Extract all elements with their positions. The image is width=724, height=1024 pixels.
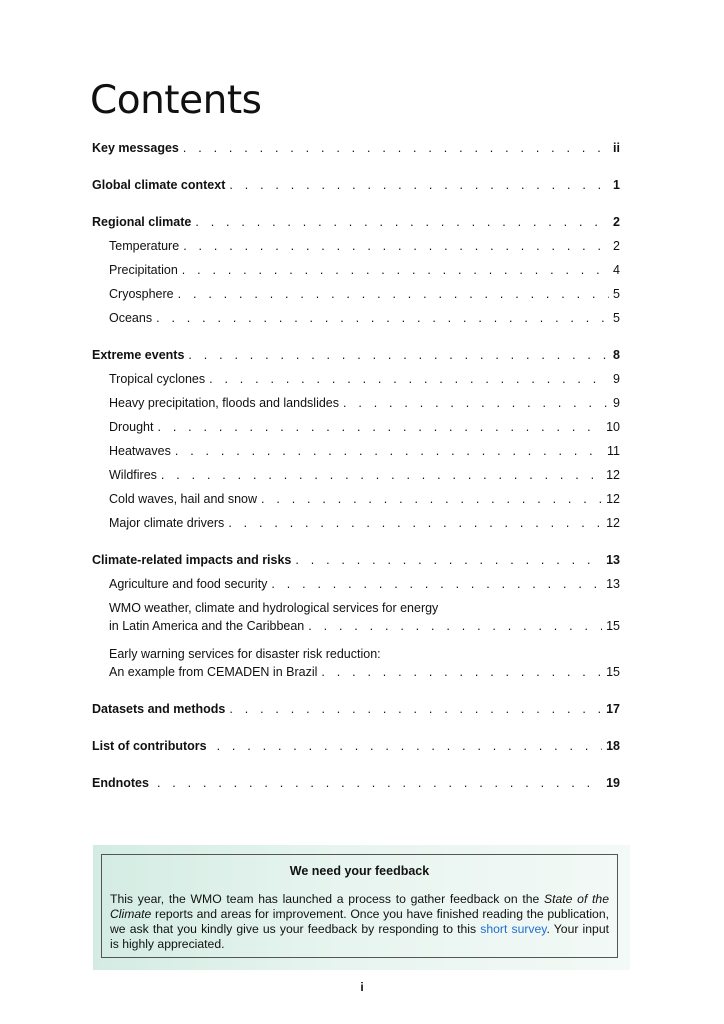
toc-page: 4 xyxy=(613,263,620,277)
toc-item-global-climate-context[interactable] xyxy=(92,177,620,193)
toc-page: 13 xyxy=(606,553,620,567)
toc-page: 12 xyxy=(606,516,620,530)
feedback-text-part1: This year, the WMO team has launched a process to gather feedback on the xyxy=(110,892,544,906)
toc-page: 11 xyxy=(607,444,620,458)
feedback-text xyxy=(110,892,609,952)
dot-leader xyxy=(343,395,609,411)
dot-leader xyxy=(209,371,609,387)
toc-page: 2 xyxy=(613,239,620,253)
dot-leader xyxy=(229,701,602,717)
toc-page: ii xyxy=(613,141,620,155)
toc-page: 12 xyxy=(606,492,620,506)
dot-leader xyxy=(157,419,602,435)
toc-label: Oceans xyxy=(109,311,153,325)
toc-page: 2 xyxy=(613,215,620,229)
feedback-text-part3: . Your input is highly appreciated. xyxy=(110,922,609,951)
toc-label: Major climate drivers xyxy=(109,516,225,530)
toc-label: Drought xyxy=(109,420,154,434)
toc-item-wmo-services[interactable] xyxy=(92,600,620,634)
toc-item-impacts-risks[interactable] xyxy=(92,552,620,568)
dot-leader xyxy=(183,238,609,254)
toc-item-wildfires[interactable] xyxy=(92,467,620,483)
toc-item-early-warning[interactable] xyxy=(92,646,620,680)
toc-item-agriculture[interactable] xyxy=(92,576,620,592)
toc-page: 10 xyxy=(606,420,620,434)
dot-leader xyxy=(182,262,609,278)
dot-leader xyxy=(175,443,603,459)
toc-label: Temperature xyxy=(109,239,180,253)
toc-label: Precipitation xyxy=(109,263,178,277)
toc-item-oceans[interactable] xyxy=(92,310,620,326)
dot-leader xyxy=(161,467,602,483)
dot-leader xyxy=(271,576,602,592)
dot-leader xyxy=(308,618,602,634)
toc-label: Datasets and methods xyxy=(92,702,226,716)
toc-page: 8 xyxy=(613,348,620,362)
toc-item-heavy-precipitation[interactable] xyxy=(92,395,620,411)
feedback-box xyxy=(93,845,630,970)
toc-label-line2: An example from CEMADEN in Brazil xyxy=(109,665,318,679)
dot-leader xyxy=(261,491,602,507)
toc-label: Regional climate xyxy=(92,215,192,229)
dot-leader xyxy=(183,140,609,156)
toc-page: 5 xyxy=(613,287,620,301)
toc-label: Climate-related impacts and risks xyxy=(92,553,292,567)
toc-page: 15 xyxy=(606,619,620,633)
toc-label-line2: in Latin America and the Caribbean xyxy=(109,619,305,633)
dot-leader xyxy=(156,310,609,326)
toc-page: 17 xyxy=(606,702,620,716)
toc-label: Cryosphere xyxy=(109,287,174,301)
toc-label: Extreme events xyxy=(92,348,185,362)
toc-page: 12 xyxy=(606,468,620,482)
toc-item-drought[interactable] xyxy=(92,419,620,435)
toc-label: Key messages xyxy=(92,141,179,155)
toc-label: Heavy precipitation, floods and landslides xyxy=(109,396,339,410)
toc-page: 9 xyxy=(613,372,620,386)
toc-item-contributors[interactable] xyxy=(92,738,620,754)
feedback-text-italic: State of the Climate xyxy=(110,892,609,921)
dot-leader xyxy=(217,738,603,754)
dot-leader xyxy=(188,347,609,363)
toc-label: Cold waves, hail and snow xyxy=(109,492,257,506)
dot-leader xyxy=(295,552,602,568)
toc-item-temperature[interactable] xyxy=(92,238,620,254)
toc-page: 5 xyxy=(613,311,620,325)
toc-item-regional-climate[interactable] xyxy=(92,214,620,230)
toc-page: 18 xyxy=(606,739,620,753)
toc-item-extreme-events[interactable] xyxy=(92,347,620,363)
dot-leader xyxy=(157,775,602,791)
toc-label: Tropical cyclones xyxy=(109,372,206,386)
toc-page: 1 xyxy=(613,178,620,192)
dot-leader xyxy=(229,177,609,193)
toc-page: 9 xyxy=(613,396,620,410)
toc-item-key-messages[interactable] xyxy=(92,140,620,156)
toc-item-heatwaves[interactable] xyxy=(92,443,620,459)
toc-label-line1: Early warning services for disaster risk reduction: xyxy=(109,647,381,661)
toc-item-cryosphere[interactable] xyxy=(92,286,620,302)
feedback-frame xyxy=(101,854,618,958)
toc-label-line1: WMO weather, climate and hydrological services for energy xyxy=(109,601,439,615)
toc-label: Wildfires xyxy=(109,468,157,482)
page-title: Contents xyxy=(90,78,262,123)
page-number: i xyxy=(360,980,364,994)
toc-label: Heatwaves xyxy=(109,444,171,458)
toc-item-tropical-cyclones[interactable] xyxy=(92,371,620,387)
toc-page: 13 xyxy=(606,577,620,591)
short-survey-link[interactable]: short survey xyxy=(480,922,547,936)
toc-label: Endnotes xyxy=(92,776,149,790)
toc-item-cold-waves[interactable] xyxy=(92,491,620,507)
table-of-contents xyxy=(92,140,620,791)
feedback-title: We need your feedback xyxy=(289,864,430,878)
toc-item-endnotes[interactable] xyxy=(92,775,620,791)
dot-leader xyxy=(178,286,609,302)
dot-leader xyxy=(228,515,602,531)
toc-item-major-climate-drivers[interactable] xyxy=(92,515,620,531)
feedback-text-part2: reports and areas for improvement. Once you have finished reading the publication, we ask that you kindly give us your feedback by responding to this xyxy=(110,907,609,936)
toc-page: 15 xyxy=(606,665,620,679)
dot-leader xyxy=(195,214,609,230)
dot-leader xyxy=(321,664,602,680)
toc-item-precipitation[interactable] xyxy=(92,262,620,278)
toc-label: Global climate context xyxy=(92,178,226,192)
toc-page: 19 xyxy=(606,776,620,790)
toc-item-datasets-methods[interactable] xyxy=(92,701,620,717)
toc-label: List of contributors xyxy=(92,739,207,753)
toc-label: Agriculture and food security xyxy=(109,577,268,591)
